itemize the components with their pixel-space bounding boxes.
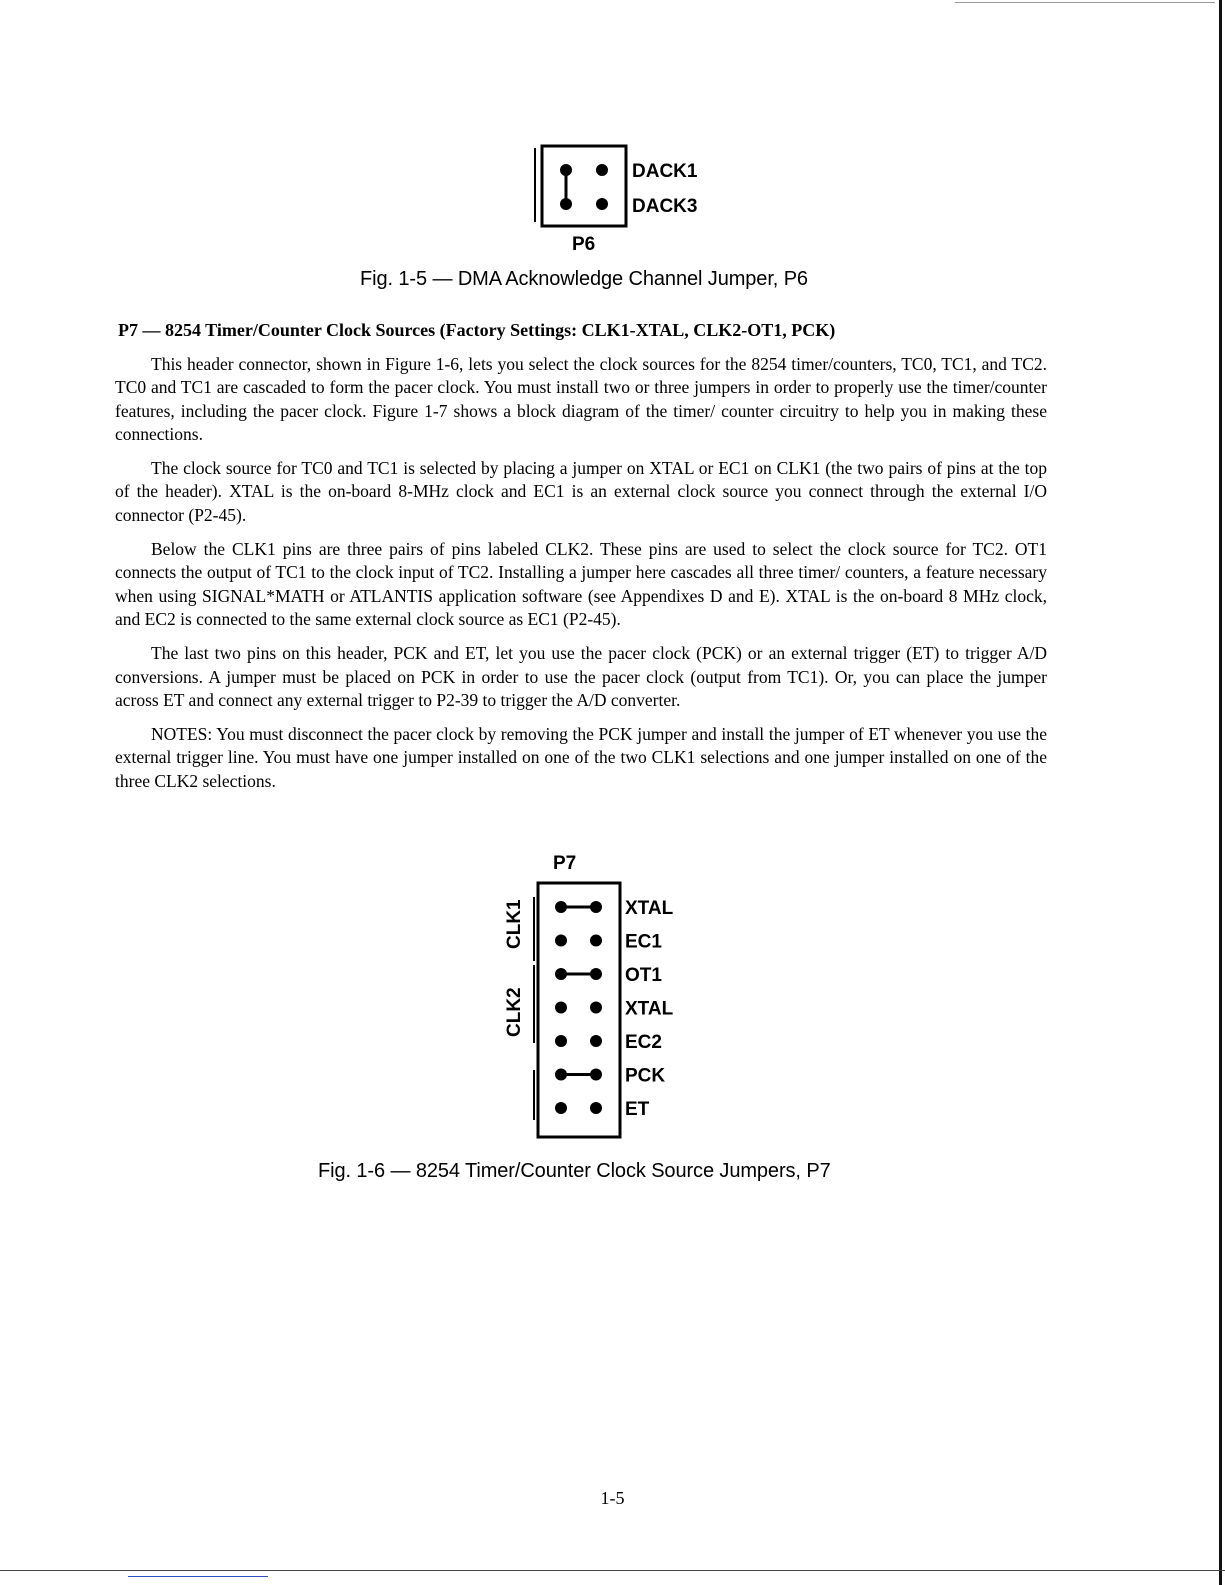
p7-pin-row	[555, 1032, 662, 1053]
p7-row-label: XTAL	[625, 998, 674, 1020]
fig-1-5-caption: Fig. 1-5 — DMA Acknowledge Channel Jumper, P6	[360, 268, 808, 290]
p7-pin-rows	[555, 898, 674, 1120]
p7-pin	[590, 1002, 602, 1014]
p7-row-label: XTAL	[625, 898, 674, 919]
p7-pin	[590, 1035, 602, 1047]
top-rule	[955, 2, 1215, 3]
p7-pin-row	[555, 932, 662, 953]
p6-label-dack1: DACK1	[632, 161, 698, 182]
p7-pin	[555, 1102, 567, 1114]
p6-label-dack3: DACK3	[632, 196, 698, 217]
p6-jumper-diagram	[520, 140, 760, 260]
paragraph: Below the CLK1 pins are three pairs of pins labeled CLK2. These pins are used to select the clock source for TC2. OT1 connects the output of TC1 to the clock input of TC2. Installing a jumper here cascades all three timer/ counters, a feature necessary when using SIGNAL*MATH or ATLANTIS application software (see Appendixes D and E). XTAL is the on-board 8 MHz clock, and EC2 is connected to the same external clock source as EC1 (P2-45).	[115, 539, 1047, 629]
p7-pin	[555, 1002, 567, 1014]
bottom-rule	[0, 1570, 1225, 1571]
paragraph: The last two pins on this header, PCK and ET, let you use the pacer clock (PCK) or an external trigger (ET) to trigger A/D conversions. A jumper must be placed on PCK in order to use the pacer clock (output from TC1). Or, you can place the jumper across ET and connect any external trigger to P2-39 to trigger the A/D converter.	[115, 643, 1047, 710]
body-text	[115, 353, 1047, 804]
p7-pin-row	[555, 965, 662, 986]
section-heading: P7 — 8254 Timer/Counter Clock Sources (Factory Settings: CLK1-XTAL, CLK2-OT1, PCK)	[118, 320, 836, 340]
p7-row-label: EC1	[625, 931, 662, 953]
p7-row-label: ET	[625, 1099, 650, 1120]
p7-row-label: OT1	[625, 965, 662, 986]
page-number: 1-5	[600, 1488, 625, 1508]
p6-header-outline	[542, 146, 626, 226]
p7-jumper-diagram	[495, 845, 715, 1145]
p6-connector-label: P6	[572, 234, 596, 255]
p7-row-label: EC2	[625, 1032, 662, 1053]
paragraph: NOTES: You must disconnect the pacer clock by removing the PCK jumper and install the jumper of ET whenever you use the external trigger line. You must have one jumper installed on one of the two CLK1 selections and one jumper installed on one of the three CLK2 selections.	[115, 724, 1047, 791]
clk2-group-label: CLK2	[504, 987, 525, 1037]
paragraph: This header connector, shown in Figure 1-6, lets you select the clock sources for the 8254 timer/counters, TC0, TC1, and TC2. TC0 and TC1 are cascaded to form the pacer clock. You must install two or three jumpers in order to properly use the timer/counter features, including the pacer clock. Figure 1-7 shows a block diagram of the timer/ counter circuitry to help you in making these connections.	[115, 354, 1047, 444]
right-edge-bar	[1219, 0, 1222, 1585]
p6-pin	[596, 164, 608, 176]
p7-pin-row	[555, 1066, 665, 1087]
p7-row-label: PCK	[625, 1065, 666, 1087]
bottom-link-rule	[128, 1576, 268, 1577]
p7-pin-row	[555, 898, 674, 919]
fig-1-6-caption: Fig. 1-6 — 8254 Timer/Counter Clock Source Jumpers, P7	[318, 1160, 831, 1182]
p7-pin	[590, 935, 602, 947]
p7-header-outline	[538, 883, 620, 1137]
p7-pin-row	[555, 999, 674, 1020]
p7-connector-label: P7	[553, 853, 577, 874]
paragraph: The clock source for TC0 and TC1 is selected by placing a jumper on XTAL or EC1 on CLK1 (the two pairs of pins at the top of the header). XTAL is the on-board 8-MHz clock and EC1 is an external clock source you connect through the external I/O connector (P2-45).	[115, 458, 1047, 525]
clk1-group-label: CLK1	[504, 899, 525, 949]
p7-pin-row	[555, 1099, 650, 1120]
p6-pin	[596, 198, 608, 210]
p7-pin	[555, 1035, 567, 1047]
p7-pin	[590, 1102, 602, 1114]
p7-pin	[555, 935, 567, 947]
